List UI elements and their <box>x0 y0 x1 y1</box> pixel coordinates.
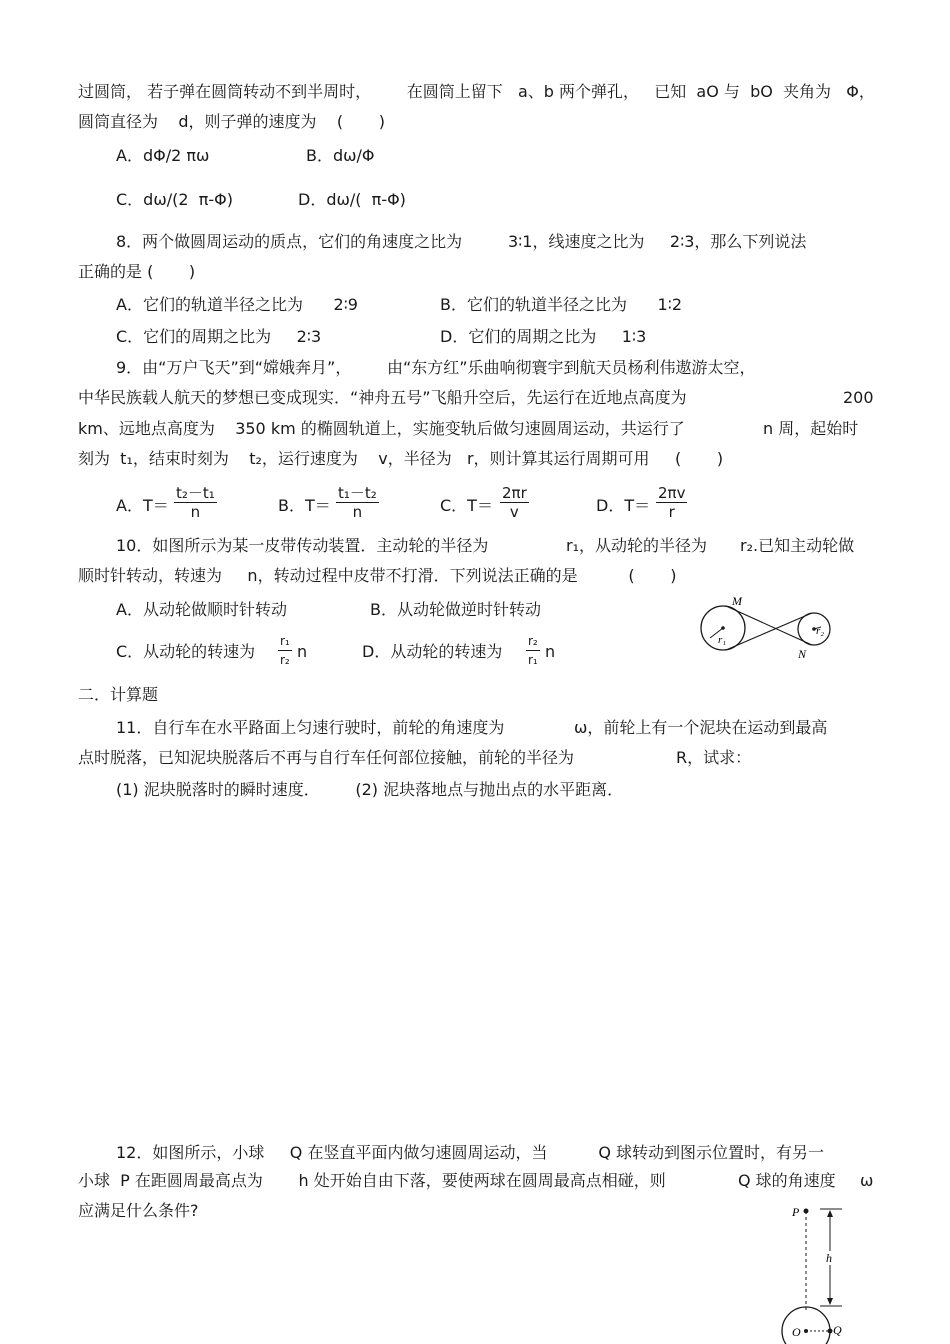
q8-option-c: C．它们的周期之比为 2∶3 <box>116 327 322 346</box>
q11-line-1-end: ω，前轮上有一个泥块在运动到最高 <box>574 718 828 737</box>
q9-option-c-fraction <box>500 484 529 521</box>
label-o: O <box>792 1325 801 1339</box>
q10-option-c-label: C．从动轮的转速为 <box>116 642 256 661</box>
q12-line-1: 12．如图所示，小球 Q 在竖直平面内做匀速圆周运动，当 Q 球转动到图示位置时，有另一 <box>116 1143 825 1162</box>
q12-line-3: 应满足什么条件? <box>78 1201 199 1220</box>
label-r2: r₂ <box>816 625 825 637</box>
q8-option-d: D．它们的周期之比为 1∶3 <box>440 327 647 346</box>
h-arrow-up <box>827 1210 833 1217</box>
fraction-denominator: n <box>352 503 363 521</box>
q7-line-1: 过圆筒， 若子弹在圆筒转动不到半周时， 在圆筒上留下 a、b 两个弹孔， 已知 aO 与 bO 夹角为 Φ， <box>78 82 875 101</box>
q10-line-1-end: r₂.已知主动轮做 <box>740 536 855 555</box>
h-arrow-down <box>827 1298 833 1305</box>
fraction-numerator: t₂－t₁ <box>176 484 215 502</box>
q9-line-1: 9．由“万户飞天”到“嫦娥奔月”， 由“东方红”乐曲响彻寰宇到航天员杨利伟遨游太空， <box>116 358 756 377</box>
q11-line-2: 点时脱落，已知泥块脱落后不再与自行车任何部位接触，前轮的半径为 <box>78 748 575 767</box>
belt-lower <box>726 613 812 650</box>
q9-option-d-label: D．T＝ <box>596 496 651 515</box>
q10-line-1: 10．如图所示为某一皮带传动装置．主动轮的半径为 <box>116 536 489 555</box>
ball-q <box>828 1329 833 1334</box>
q10-option-d-n: n <box>545 642 556 661</box>
q9-option-b-fraction <box>336 484 379 521</box>
q9-line-2-end: 200 <box>843 388 874 407</box>
q9-option-d-fraction <box>656 484 687 521</box>
fraction-numerator: 2πr <box>502 484 527 502</box>
free-fall-figure <box>780 1195 860 1344</box>
label-r1: r₁ <box>718 634 727 646</box>
q7-line-2: 圆筒直径为 d，则子弹的速度为 ( ) <box>78 112 385 131</box>
fraction-numerator: 2πv <box>658 484 686 502</box>
fraction-numerator: r₁ <box>278 632 292 651</box>
fraction-denominator: n <box>190 503 201 521</box>
q9-option-b-label: B．T＝ <box>278 496 331 515</box>
fraction-denominator: r <box>668 503 675 521</box>
circular-path <box>782 1307 830 1344</box>
q7-option-d: D．dω/( π-Φ) <box>298 190 406 209</box>
q8-line-2: 正确的是 ( ) <box>78 262 196 281</box>
q8-option-b: B．它们的轨道半径之比为 1∶2 <box>440 295 683 314</box>
label-n: N <box>798 647 807 661</box>
fraction-denominator: r₂ <box>280 653 290 667</box>
q10-option-c-n: n <box>297 642 308 661</box>
belt-drive-figure <box>690 590 850 665</box>
fraction-denominator: v <box>509 503 519 521</box>
q11-line-2-end: R，试求： <box>676 748 752 767</box>
fraction-numerator: t₁－t₂ <box>338 484 377 502</box>
q9-line-2: 中华民族载人航天的梦想已变成现实．“神舟五号”飞船升空后，先运行在近地点高度为 <box>78 388 687 407</box>
fraction-denominator: r₁ <box>528 653 538 667</box>
q9-option-a-fraction <box>174 484 217 521</box>
q10-line-2: 顺时针转动，转速为 n，转动过程中皮带不打滑．下列说法正确的是 ( ) <box>78 566 677 585</box>
q10-option-a: A．从动轮做顺时针转动 <box>116 600 287 619</box>
q7-option-a: A．dΦ/2 πω <box>116 146 210 165</box>
q10-option-d-label: D．从动轮的转速为 <box>362 642 503 661</box>
q8-line-1: 8．两个做圆周运动的质点，它们的角速度之比为 3∶1，线速度之比为 2∶3，那么下列说法 <box>116 232 807 251</box>
q12-line-2: 小球 P 在距圆周最高点为 h 处开始自由下落，要使两球在圆周最高点相碰，则 <box>78 1171 666 1190</box>
q7-option-b: B．dω/Φ <box>306 146 375 165</box>
q9-line-3: km、远地点高度为 350 km 的椭圆轨道上，实施变轨后做匀速圆周运动，共运行了 <box>78 419 685 438</box>
q11-line-1: 11．自行车在水平路面上匀速行驶时，前轮的角速度为 <box>116 718 505 737</box>
q12-line-2-omega: ω <box>860 1171 874 1190</box>
fraction-numerator: r₂ <box>526 632 540 651</box>
q10-option-d-fraction <box>526 632 540 669</box>
label-h: h <box>826 1251 832 1265</box>
q10-line-1-mid: r₁，从动轮的半径为 <box>566 536 707 555</box>
label-m: M <box>732 594 742 608</box>
belt-upper <box>726 606 812 645</box>
q7-option-c: C．dω/(2 π-Φ) <box>116 190 233 209</box>
q10-option-b: B．从动轮做逆时针转动 <box>370 600 541 619</box>
q9-line-4: 刻为 t₁，结束时刻为 t₂，运行速度为 v，半径为 r，则计算其运行周期可用 ( ) <box>78 449 724 468</box>
q10-option-c-fraction <box>278 632 292 669</box>
label-p: P <box>792 1205 800 1219</box>
q11-line-3: (1) 泥块脱落时的瞬时速度． (2) 泥块落地点与抛出点的水平距离． <box>116 780 624 799</box>
label-q: Q <box>833 1323 842 1337</box>
q9-option-a-label: A．T＝ <box>116 496 169 515</box>
section-2-heading: 二．计算题 <box>78 685 159 704</box>
ball-p <box>804 1209 809 1214</box>
q9-line-3-end: n 周，起始时 <box>763 419 859 438</box>
q8-option-a: A．它们的轨道半径之比为 2∶9 <box>116 295 358 314</box>
q12-line-2-end: Q 球的角速度 <box>738 1171 836 1190</box>
q9-option-c-label: C．T＝ <box>440 496 493 515</box>
